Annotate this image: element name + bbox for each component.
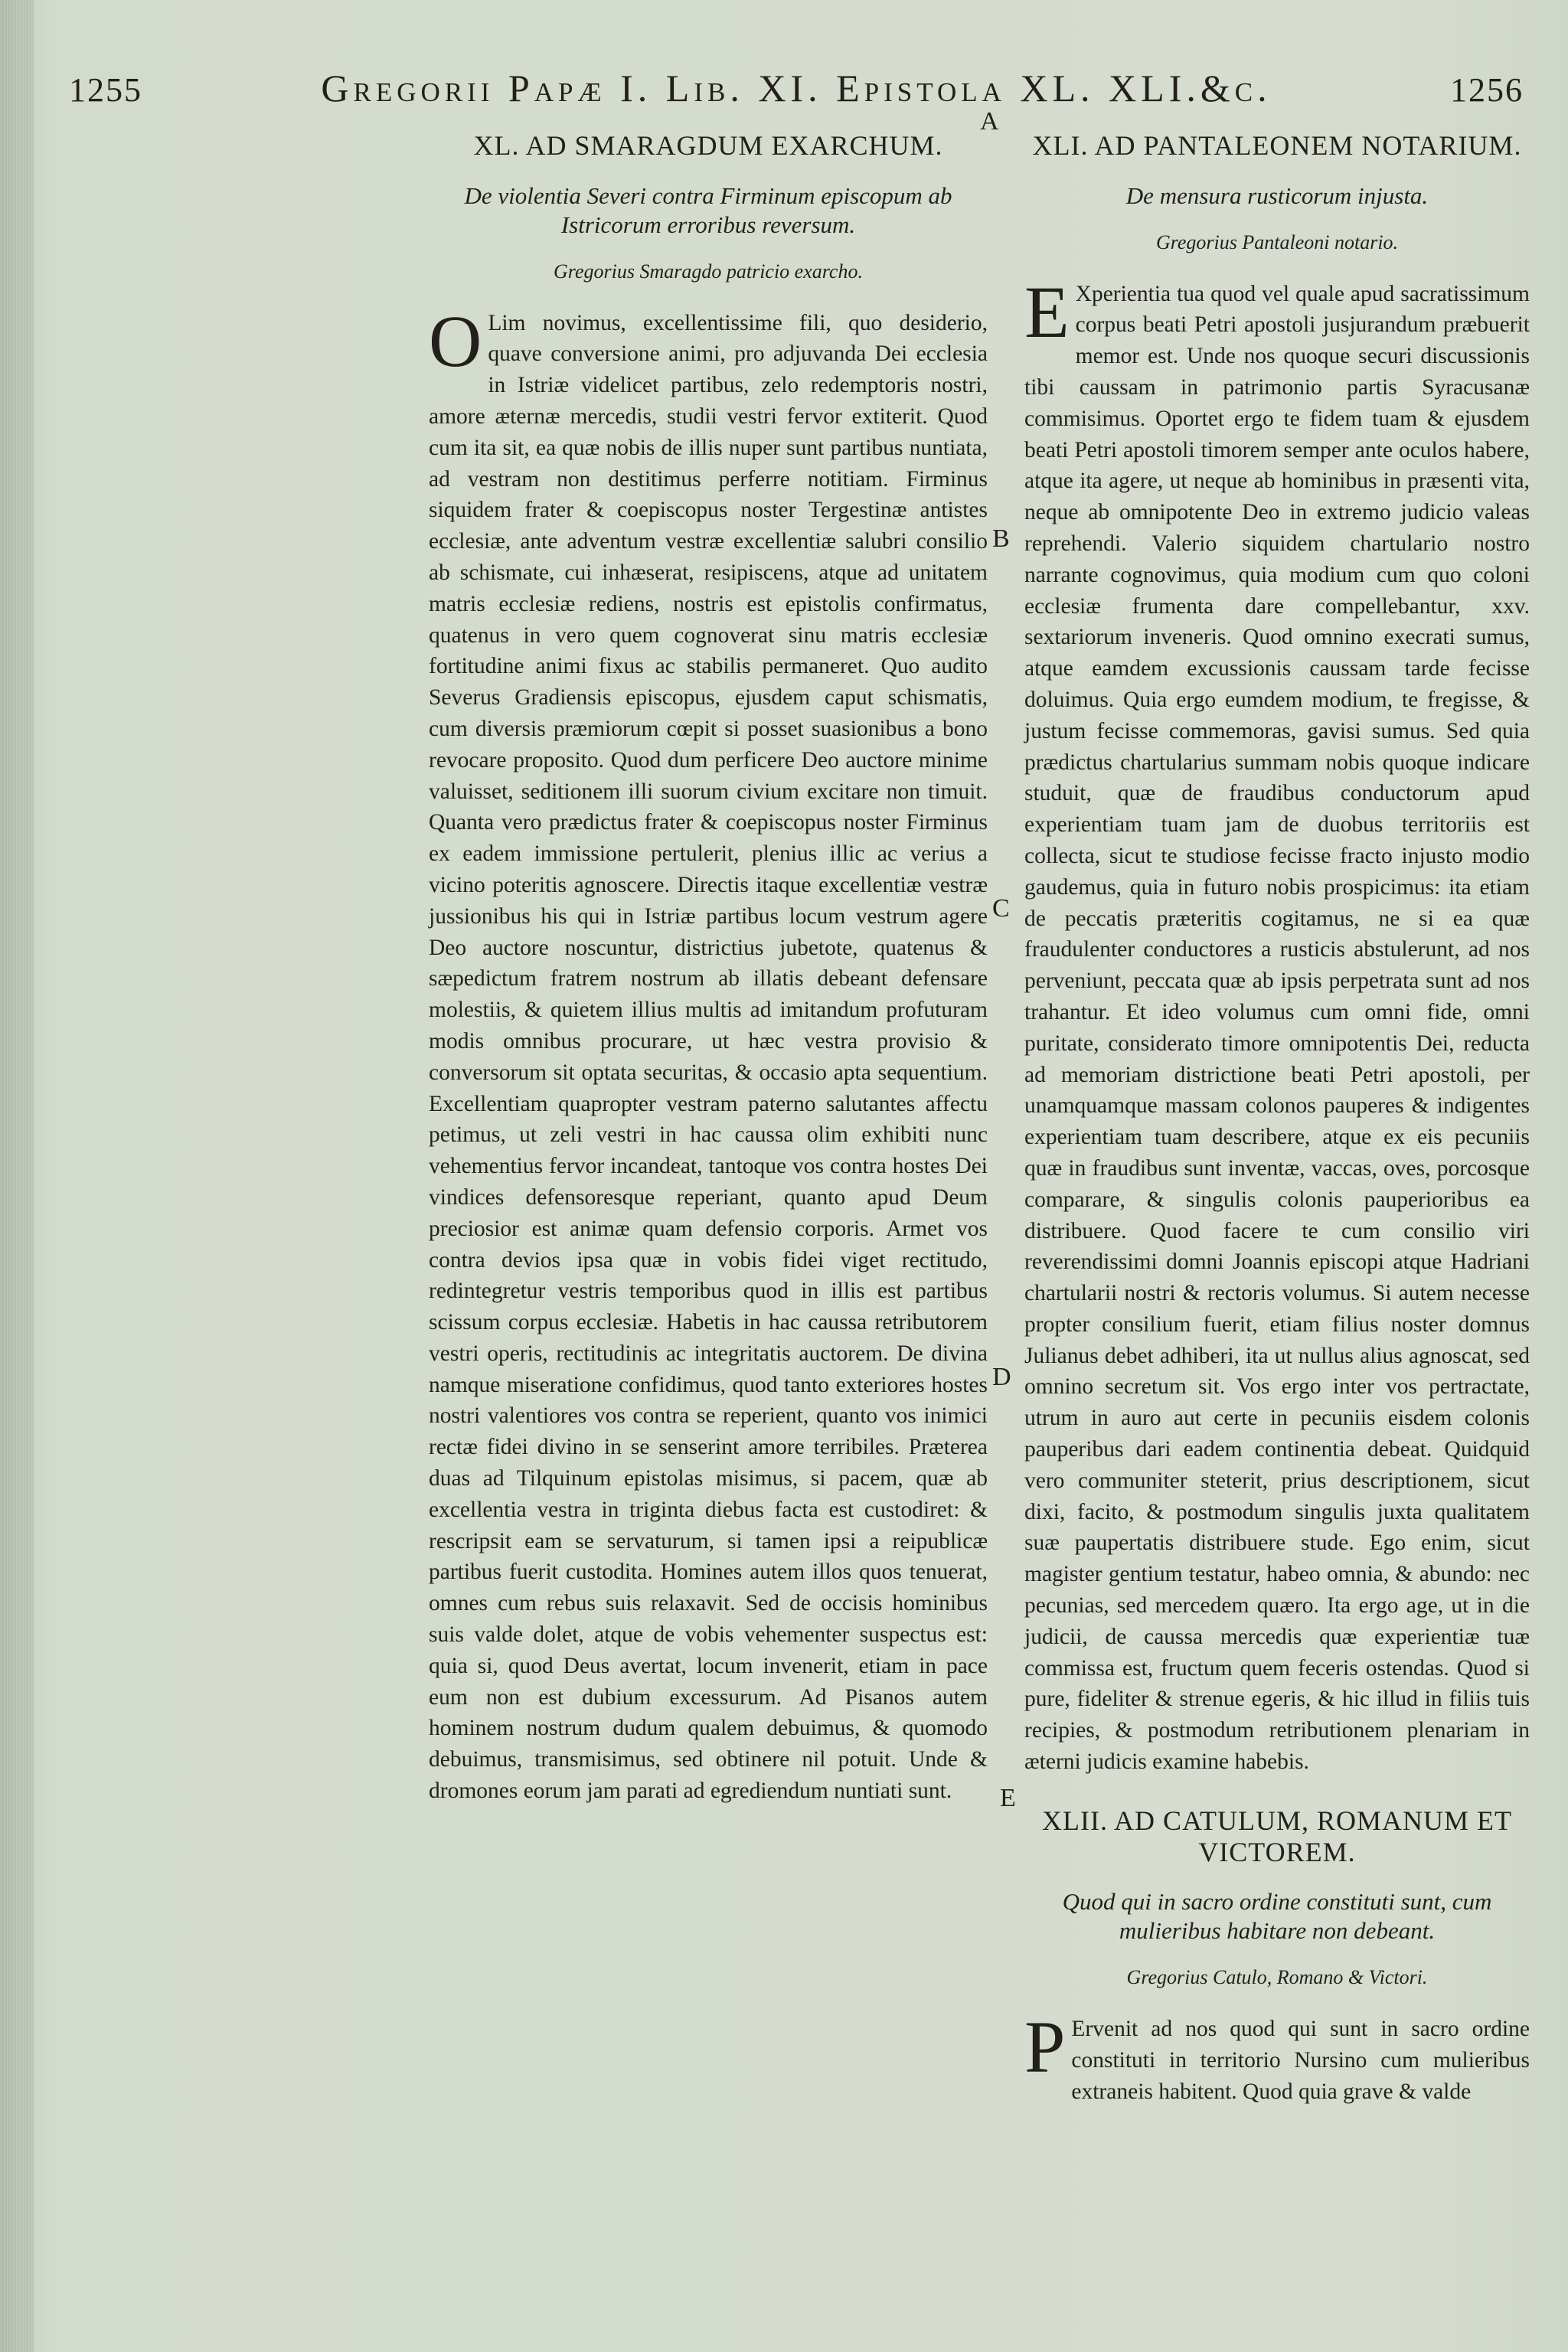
letter-xl-title: XL. AD SMARAGDUM EXARCHUM. [473,130,943,161]
right-column [1024,130,1530,2108]
right-page-number: 1256 [1450,71,1524,109]
letter-xlii-title: XLII. AD CATULUM, ROMANUM ET VICTOREM. [1042,1805,1512,1867]
letter-xl-summary: De violentia Severi contra Firminum episcopum ab Istricorum erroribus reversum. [464,181,952,238]
margin-letter-d: D [992,1363,1011,1391]
letter-xli-body [1024,270,1530,1778]
letter-xli-summary: De mensura rusticorum injusta. [1125,181,1429,209]
drop-cap: P [1024,2006,1066,2089]
letter-xlii-salutation: Gregorius Catulo, Romano & Victori. [1126,1966,1428,1989]
letter-xli-salutation: Gregorius Pantaleoni notario. [1155,230,1399,253]
left-column [429,130,988,1807]
margin-letter-a: A [980,107,999,136]
margin-letter-e: E [1000,1784,1016,1812]
letter-xl-text: Lim novimus, excellentissime fili, quo desiderio, quave conversione animi, pro adjuvanda Dei ecclesia in Istriæ videlicet partibus, zelo redemptoris nostri, amore æternæ mercedis, studii vestri fervor extiterit. Quod cum ita sit, ea quæ nobis de illis nuper sunt partibus nuntiata, ad vestram non destitimus perferre notitiam. Firminus siquidem frater & coepiscopus noster Tergestinæ antistes ecclesiæ, ante adventum vestræ excellentiæ salubri consilio ab schismate, cui inhæserat, resipiscens, atque ad unitatem matris ecclesiæ rediens, nostris est epistolis confirmatus, quatenus in vero quem cognoverat sinu matris ecclesiæ fortitudine animi fixus ac stabilis permaneret. Quo audito Severus Gradiensis episcopus, ejusdem caput schismatis, cum diversis præmiorum cœpit si posset suasionibus a bono revocare proposito. Quod dum perficere Deo auctore minime valuisset, seditionem illi suorum civium excitare non timuit. Quanta vero prædictus frater & coepiscopus noster Firminus ex eadem immissione pertulerit, plenius illic ac verius a vicino poteritis agnoscere. Directis itaque excellentiæ vestræ jussionibus his qui in Istriæ partibus locum vestrum agere Deo auctore noscuntur, districtius jubetote, quatenus & sæpedictum fratrem nostrum ab illatis debeant defensare molestiis, & quietem illius multis ad imitandum profuturam modis omnibus procurare, ut hæc vestra provisio & conversorum sit optata securitas, & occasio apta sequentium. Excellentiam quapropter vestram paterno salutantes affectu petimus, ut zeli vestri in hac caussa olim exhibiti nunc vehementius fervor incandeat, tantoque vos contra hostes Dei vindices defensoresque reperiant, quanto apud Deum preciosior est animæ quam defensio corporis. Armet vos contra devios ipsa quæ in vobis fidei viget rectitudo, redintegretur vestris temporibus quod in illis est partibus scissum corpus ecclesiæ. Habetis in hac caussa retributorem vestri operis, rectitudinis ac integritatis auctorem. De divina namque miseratione confidimus, quod tanto exteriores hostes nostri valentiores vos contra se reperient, quanto vos inimici rectæ fidei divino in se senserint amore terribiles. Præterea duas ad Tilquinum epistolas misimus, si pacem, quæ ab excellentia vestra in triginta diebus facta est custodiret: & rescripsit eam se servaturum, si tamen ipsi a reipublicæ partibus fuerit custodita. Homines autem illos quos tenuerat, omnes cum rebus suis relaxavit. Sed de occisis hominibus suis valde dolet, atque de vobis vehementer suspectus est: quia si, quod Deus avertat, locum invenerit, etiam in pace eum non est dubium excessurum. Ad Pisanos autem hominem nostrum dudum qualem debuimus, & quomodo debuimus, transmisimus, sed obtinere nil potuit. Unde & dromones eorum jam parati ad egrediendum nuntiati sunt. [429,310,988,1804]
margin-letter-c: C [992,894,1010,923]
left-page-number: 1255 [69,71,142,109]
letter-xlii-summary: Quod qui in sacro ordine constituti sunt, cum mulieribus habitare non debeant. [1062,1888,1492,1945]
letter-xli-title: XLI. AD PANTALEONEM NOTARIUM. [1032,130,1522,161]
letter-xlii-text: Ervenit ad nos quod qui sunt in sacro ordine constituti in territorio Nursino cum mulieribus extraneis habitent. Quod quia grave & valde [1071,2017,1530,2104]
margin-letter-b: B [992,524,1010,553]
running-title: Gregorii Papæ I. Lib. XI. Epistola XL. XLI.&c. [321,67,1272,109]
letter-xlii-body [1024,2006,1530,2107]
letter-xl-body [429,299,988,1807]
letter-xli-text: Xperientia tua quod vel quale apud sacratissimum corpus beati Petri apostoli jusjurandum præbuerit memor est. Unde nos quoque securi discussionis tibi caussam in patrimonio partis Syracusanæ commisimus. Oportet ergo te fidem tuam & ejusdem beati Petri apostoli timorem semper ante oculos habere, atque ita agere, ut neque ab hominibus in præsenti vita, neque ab omnipotente Deo in extremo judicio valeas reprehendi. Valerio siquidem chartulario nostro narrante cognovimus, quia modium cum quo coloni ecclesiæ frumenta dare compellebantur, xxv. sextariorum inveneris. Quod omnino execrati sumus, atque eamdem excussionis caussam tarde fecisse doluimus. Quia ergo eumdem modium, te fregisse, & justum fecisse commemoras, gavisi sumus. Sed quia prædictus chartularius summam nobis quoque indicare studuit, quæ de fraudibus conductorum apud experientiam tuam jam de duobus territoriis est collecta, sicut te studiose fecisse fracto injusto modio gaudemus, quia in futuro nobis prospicimus: ita etiam de peccatis præteritis cogitamus, ne si ea quæ fraudulenter conductores a rusticis abstulerunt, ad nos perveniunt, peccata quæ ab ipsis perpetrata sunt ad nos trahantur. Et ideo volumus cum omni fide, omni puritate, considerato timore omnipotentis Dei, reducta ad memoriam districtione beati Petri apostoli, per unamquamque massam colonos pauperes & indigentes experientiam tuam describere, atque ex eis pecuniis quæ in fraudibus sunt inventæ, vaccas, oves, porcosque comparare, & singulis colonis pauperioribus ea distribuere. Quod facere te cum consilio viri reverendissimi domni Joannis episcopi atque Hadriani chartularii nostri & rectoris volumus. Si autem necesse propter consilium fuerit, etiam filius noster domnus Julianus debet adhiberi, ita ut nullus alius agnoscat, sed omnino secretum sit. Vos ergo inter vos pertractate, utrum in auro aut certe in pecuniis eisdem colonis pauperibus dari eadem continentia debeat. Quidquid vero communiter steterit, prius descriptionem, sicut dixi, facito, & postmodum singulis juxta qualitatem suæ paupertatis distribuere stude. Ego enim, sicut magister gentium testatur, habeo omnia, & abundo: nec pecunias, sed mercedem quæro. Ita ergo age, ut in die judicii, de caussa mercedis quæ experientiæ tuæ commissa est, fructum quem feceris ostendas. Quod si pure, fideliter & strenue egeris, & hic illud in filiis tuis recipies, & postmodum retributionem plenariam in æterni judicis examine habebis. [1024,281,1530,1775]
drop-cap: E [1024,270,1070,353]
page-edge [0,0,34,2352]
drop-cap: O [429,299,482,382]
letter-xl-salutation: Gregorius Smaragdo patricio exarcho. [554,260,863,283]
page-header [69,67,1524,116]
